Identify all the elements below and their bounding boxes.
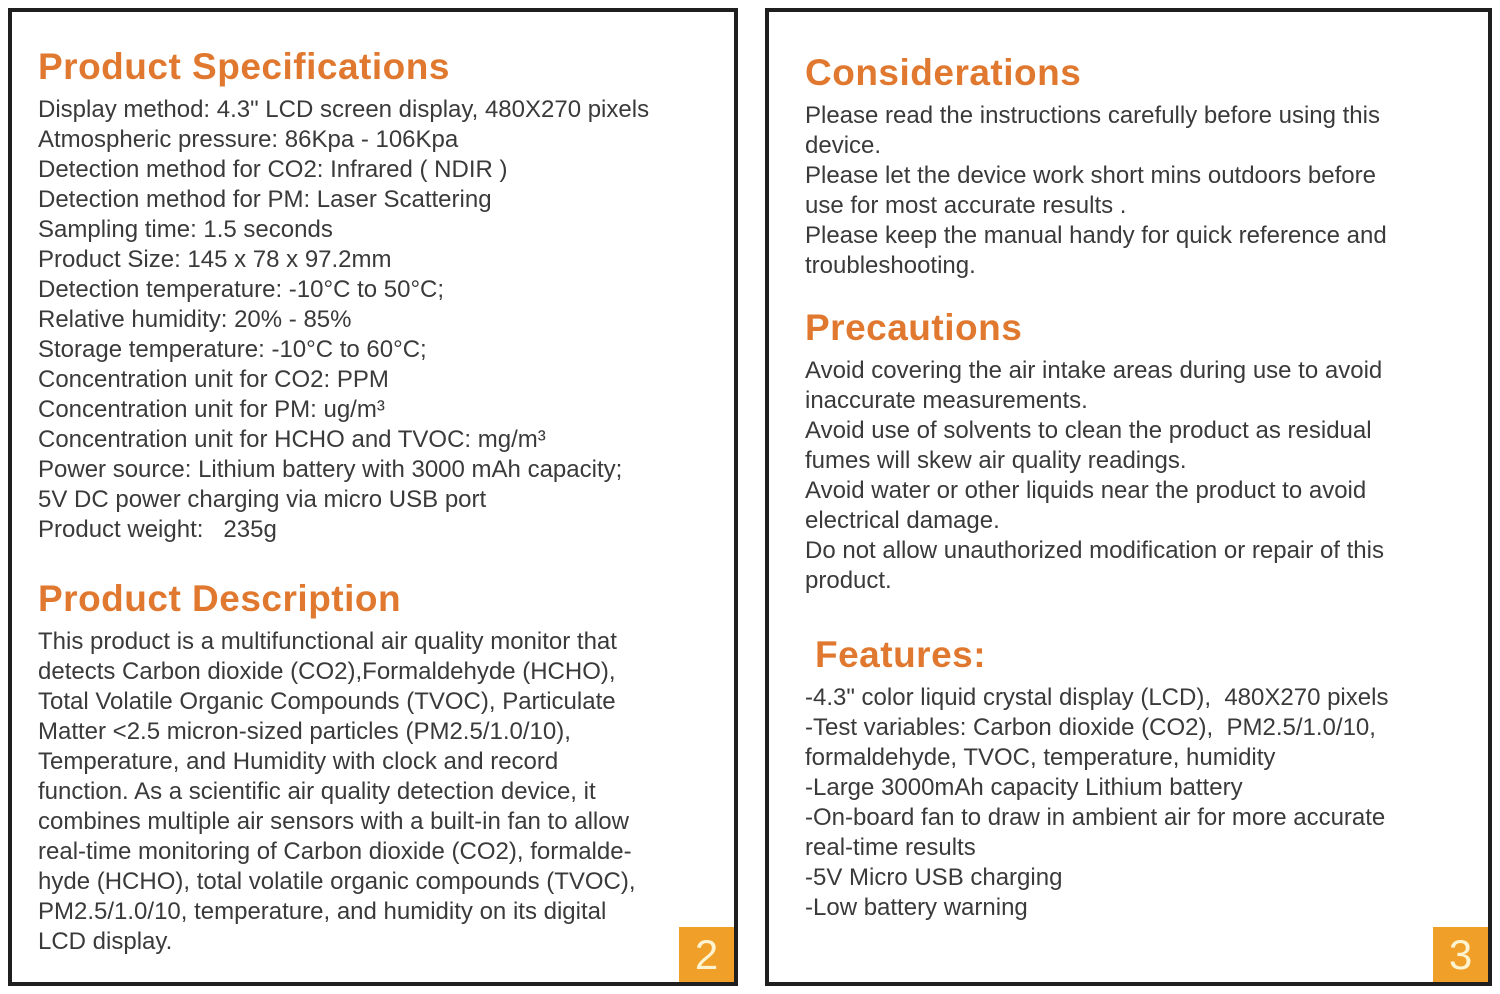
text-line: Temperature, and Humidity with clock and record — [38, 748, 559, 775]
text-line: fumes will skew air quality readings. — [805, 447, 1187, 474]
text-line: PM2.5/1.0/10, temperature, and humidity on its digital — [38, 898, 607, 925]
product-specifications-lines — [38, 95, 718, 545]
text-line: -Low battery warning — [805, 894, 1028, 921]
text-line: inaccurate measurements. — [805, 387, 1088, 414]
text-line: Please keep the manual handy for quick reference and — [805, 222, 1387, 249]
text-line: -On-board fan to draw in ambient air for more accurate — [805, 804, 1386, 831]
section-product-description — [38, 578, 718, 957]
text-line: Concentration unit for CO2: PPM — [38, 366, 389, 393]
text-line: Power source: Lithium battery with 3000 mAh capacity; — [38, 456, 623, 483]
text-line: Avoid use of solvents to clean the product as residual — [805, 417, 1372, 444]
text-line: function. As a scientific air quality detection device, it — [38, 778, 596, 805]
text-line: Detection method for CO2: Infrared ( NDIR ) — [38, 156, 508, 183]
manual-page-3 — [765, 8, 1492, 986]
text-line: -5V Micro USB charging — [805, 864, 1063, 891]
page-number-badge: 2 — [679, 927, 734, 982]
text-line: LCD display. — [38, 928, 173, 955]
considerations-lines — [805, 101, 1472, 281]
text-line: This product is a multifunctional air quality monitor that — [38, 628, 617, 655]
text-line: Total Volatile Organic Compounds (TVOC), Particulate — [38, 688, 616, 715]
precautions-lines — [805, 356, 1472, 596]
text-line: Product weight: 235g — [38, 516, 277, 543]
text-line: real-time results — [805, 834, 976, 861]
text-line: -Large 3000mAh capacity Lithium battery — [805, 774, 1243, 801]
text-line: Storage temperature: -10°C to 60°C; — [38, 336, 427, 363]
manual-page-2 — [8, 8, 738, 986]
text-line: Detection temperature: -10°C to 50°C; — [38, 276, 445, 303]
product-specifications-heading: Product Specifications — [38, 46, 450, 87]
text-line: formaldehyde, TVOC, temperature, humidity — [805, 744, 1276, 771]
text-line: real-time monitoring of Carbon dioxide (CO2), formalde- — [38, 838, 632, 865]
section-product-specifications — [38, 46, 718, 545]
product-description-heading: Product Description — [38, 578, 402, 619]
text-line: Sampling time: 1.5 seconds — [38, 216, 333, 243]
text-line: 5V DC power charging via micro USB port — [38, 486, 487, 513]
text-line: Display method: 4.3" LCD screen display, 480X270 pixels — [38, 96, 650, 123]
text-line: troubleshooting. — [805, 252, 976, 279]
precautions-heading: Precautions — [805, 307, 1023, 348]
text-line: Please let the device work short mins outdoors before — [805, 162, 1376, 189]
section-considerations — [805, 52, 1472, 281]
text-line: Relative humidity: 20% - 85% — [38, 306, 352, 333]
text-line: hyde (HCHO), total volatile organic compounds (TVOC), — [38, 868, 636, 895]
text-line: Avoid water or other liquids near the product to avoid — [805, 477, 1367, 504]
text-line: Matter <2.5 micron-sized particles (PM2.5/1.0/10), — [38, 718, 571, 745]
text-line: detects Carbon dioxide (CO2),Formaldehyde (HCHO), — [38, 658, 616, 685]
text-line: Do not allow unauthorized modification or repair of this — [805, 537, 1384, 564]
text-line: combines multiple air sensors with a built-in fan to allow — [38, 808, 629, 835]
text-line: Detection method for PM: Laser Scattering — [38, 186, 492, 213]
text-line: product. — [805, 567, 892, 594]
considerations-heading: Considerations — [805, 52, 1082, 93]
page-number-badge: 3 — [1433, 927, 1488, 982]
text-line: use for most accurate results . — [805, 192, 1127, 219]
text-line: Please read the instructions carefully before using this — [805, 102, 1380, 129]
text-line: Product Size: 145 x 78 x 97.2mm — [38, 246, 392, 273]
text-line: device. — [805, 132, 882, 159]
text-line: Concentration unit for HCHO and TVOC: mg/m³ — [38, 426, 546, 453]
section-precautions — [805, 307, 1472, 596]
product-description-lines — [38, 627, 718, 957]
text-line: Avoid covering the air intake areas during use to avoid — [805, 357, 1383, 384]
features-heading: Features: — [815, 634, 987, 675]
text-line: Atmospheric pressure: 86Kpa - 106Kpa — [38, 126, 459, 153]
features-lines — [805, 683, 1472, 923]
text-line: -4.3" color liquid crystal display (LCD), 480X270 pixels — [805, 684, 1389, 711]
text-line: Concentration unit for PM: ug/m³ — [38, 396, 385, 423]
text-line: -Test variables: Carbon dioxide (CO2), PM2.5/1.0/10, — [805, 714, 1376, 741]
text-line: electrical damage. — [805, 507, 1000, 534]
section-features — [805, 634, 1472, 923]
